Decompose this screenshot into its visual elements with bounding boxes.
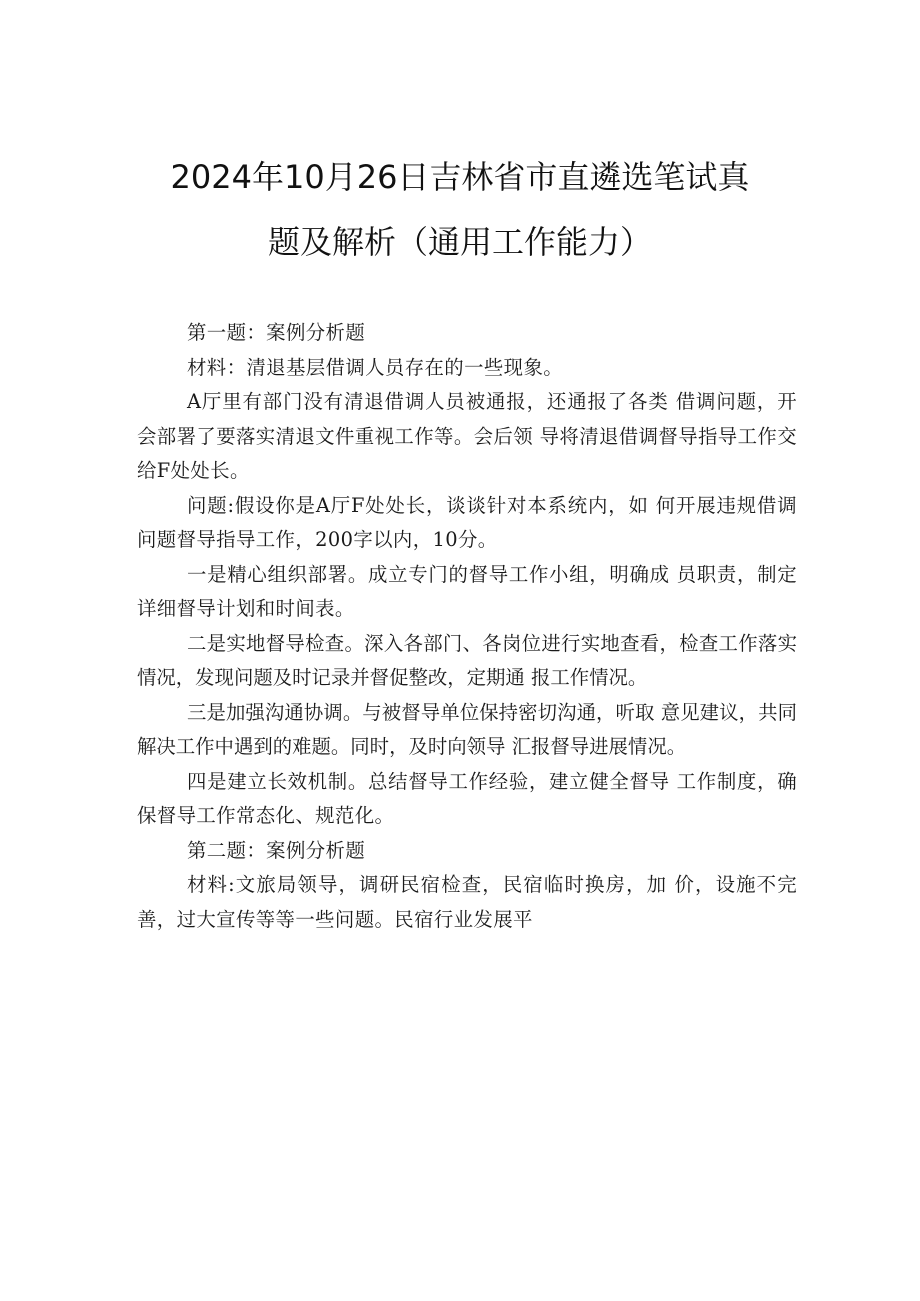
answer-point-2: 二是实地督导检查。深入各部门、各岗位进行实地查看，检查工作落实情况，发现问题及时记录并督促整改，定期通 报工作情况。 [137,631,797,689]
answer-point-4: 四是建立长效机制。总结督导工作经验，建立健全督导 工作制度，确保督导工作常态化、规范化。 [137,769,797,827]
question-2-heading: 第二题：案例分析题 [187,838,366,862]
question-1-prompt: 问题:假设你是A厅F处处长，谈谈针对本系统内，如 何开展违规借调问题督导指导工作，200字以内，10分。 [137,493,797,551]
document-title-line-2: 题及解析（通用工作能力） [267,223,652,261]
answer-point-1: 一是精心组织部署。成立专门的督导工作小组，明确成 员职责，制定详细督导计划和时间表。 [137,562,797,620]
question-1-material-detail: A厅里有部门没有清退借调人员被通报，还通报了各类 借调问题，开会部署了要落实清退文件重视工作等。会后领 导将清退借调督导指导工作交给F处处长。 [137,390,797,482]
answer-point-3: 三是加强沟通协调。与被督导单位保持密切沟通，听取 意见建议，共同解决工作中遇到的难题。同时，及时向领导 汇报督导进展情况。 [137,700,797,758]
question-1-material: 材料：清退基层借调人员存在的一些现象。 [187,355,564,379]
question-1-heading: 第一题：案例分析题 [187,321,366,344]
document-title-line-1: 2024年10月26日吉林省市直遴选笔试真 [170,158,750,196]
question-2-material: 材料:文旅局领导，调研民宿检查，民宿临时换房，加 价，设施不完善，过大宣传等等一些问题。民宿行业发展平 [137,873,797,931]
document-body [137,316,797,937]
